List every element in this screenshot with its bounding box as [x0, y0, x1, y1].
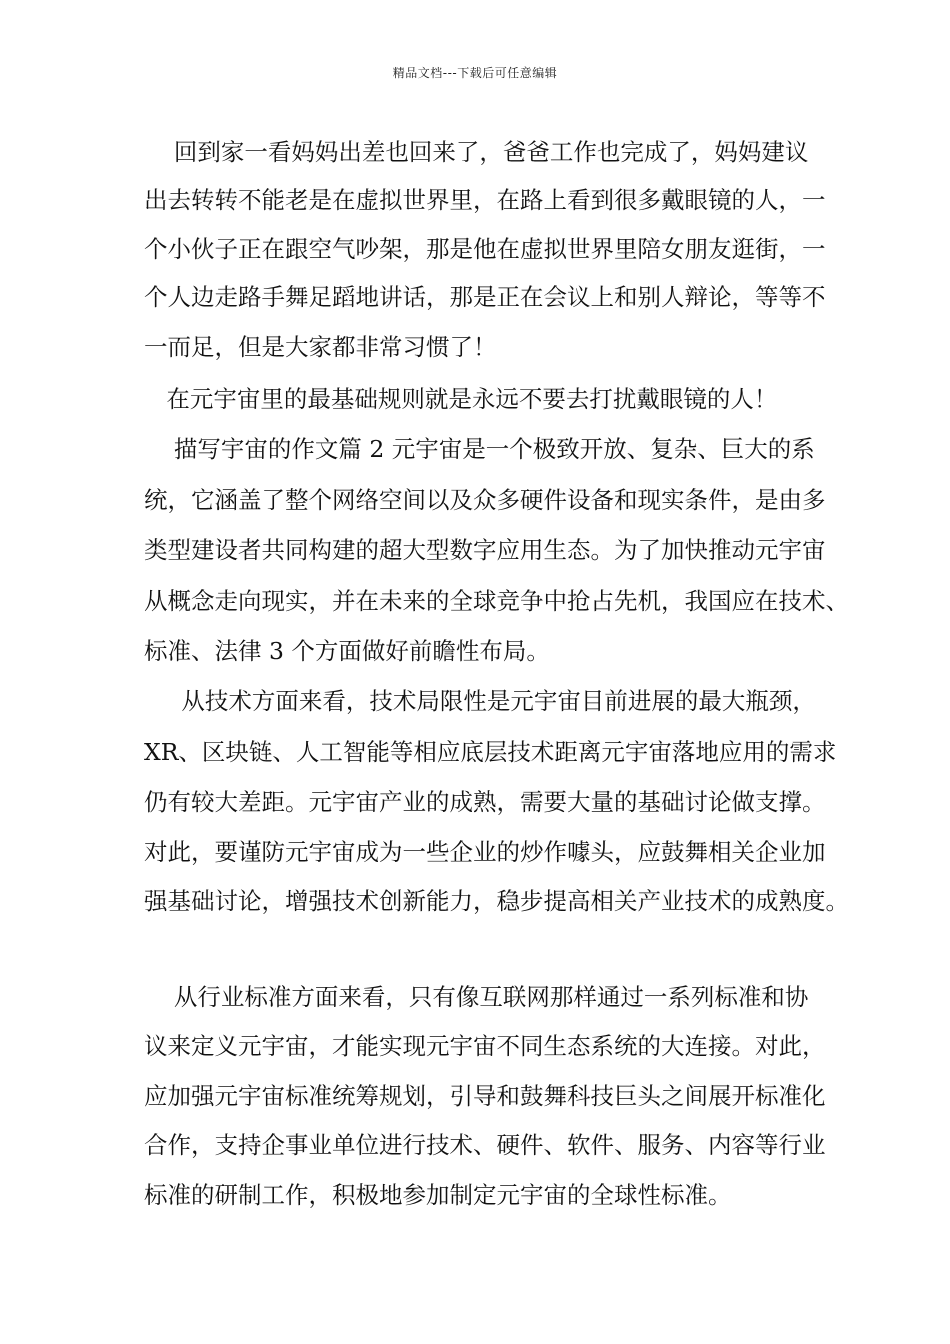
text-line: 统，它涵盖了整个网络空间以及众多硬件设备和现实条件，是由多	[144, 486, 826, 514]
text-line: 个小伙子正在跟空气吵架，那是他在虚拟世界里陪女朋友逛街，一	[144, 235, 826, 263]
text-line: 从行业标准方面来看，只有像互联网那样通过一系列标准和协	[144, 983, 809, 1011]
text-line: 一而足，但是大家都非常习惯了！	[144, 333, 497, 361]
text-line: 对此，要谨防元宇宙成为一些企业的炒作噱头，应鼓舞相关企业加	[144, 838, 826, 866]
text-line: 强基础讨论，增强技术创新能力，稳步提高相关产业技术的成熟度。	[144, 887, 849, 915]
text-line: 回到家一看妈妈出差也回来了，爸爸工作也完成了，妈妈建议	[144, 138, 809, 166]
text-line: 议来定义元宇宙，才能实现元宇宙不同生态系统的大连接。对此，	[144, 1032, 826, 1060]
text-line: 在元宇宙里的最基础规则就是永远不要去打扰戴眼镜的人！	[144, 385, 778, 413]
text-line: XR、区块链、人工智能等相应底层技术距离元宇宙落地应用的需求	[144, 738, 837, 766]
text-line: 合作，支持企事业单位进行技术、硬件、软件、服务、内容等行业	[144, 1131, 826, 1159]
text-line: 描写宇宙的作文篇 2 元宇宙是一个极致开放、复杂、巨大的系	[144, 435, 815, 463]
text-line: 出去转转不能老是在虚拟世界里，在路上看到很多戴眼镜的人，一	[144, 186, 826, 214]
text-line: 类型建设者共同构建的超大型数字应用生态。为了加快推动元宇宙	[144, 536, 826, 564]
text-line: 从概念走向现实，并在未来的全球竞争中抢占先机，我国应在技术、	[144, 587, 849, 615]
text-line: 个人边走路手舞足蹈地讲话，那是正在会议上和别人辩论，等等不	[144, 283, 826, 311]
text-line: 仍有较大差距。元宇宙产业的成熟，需要大量的基础讨论做支撑。	[144, 788, 826, 816]
text-line: 标准的研制工作，积极地参加制定元宇宙的全球性标准。	[144, 1181, 732, 1209]
page-header: 精品文档---下载后可任意编辑	[392, 66, 558, 80]
text-line: 从技术方面来看，技术局限性是元宇宙目前进展的最大瓶颈，	[144, 687, 816, 715]
text-line: 标准、法律 3 个方面做好前瞻性布局。	[144, 637, 550, 665]
text-line: 应加强元宇宙标准统筹规划，引导和鼓舞科技巨头之间展开标准化	[144, 1082, 826, 1110]
